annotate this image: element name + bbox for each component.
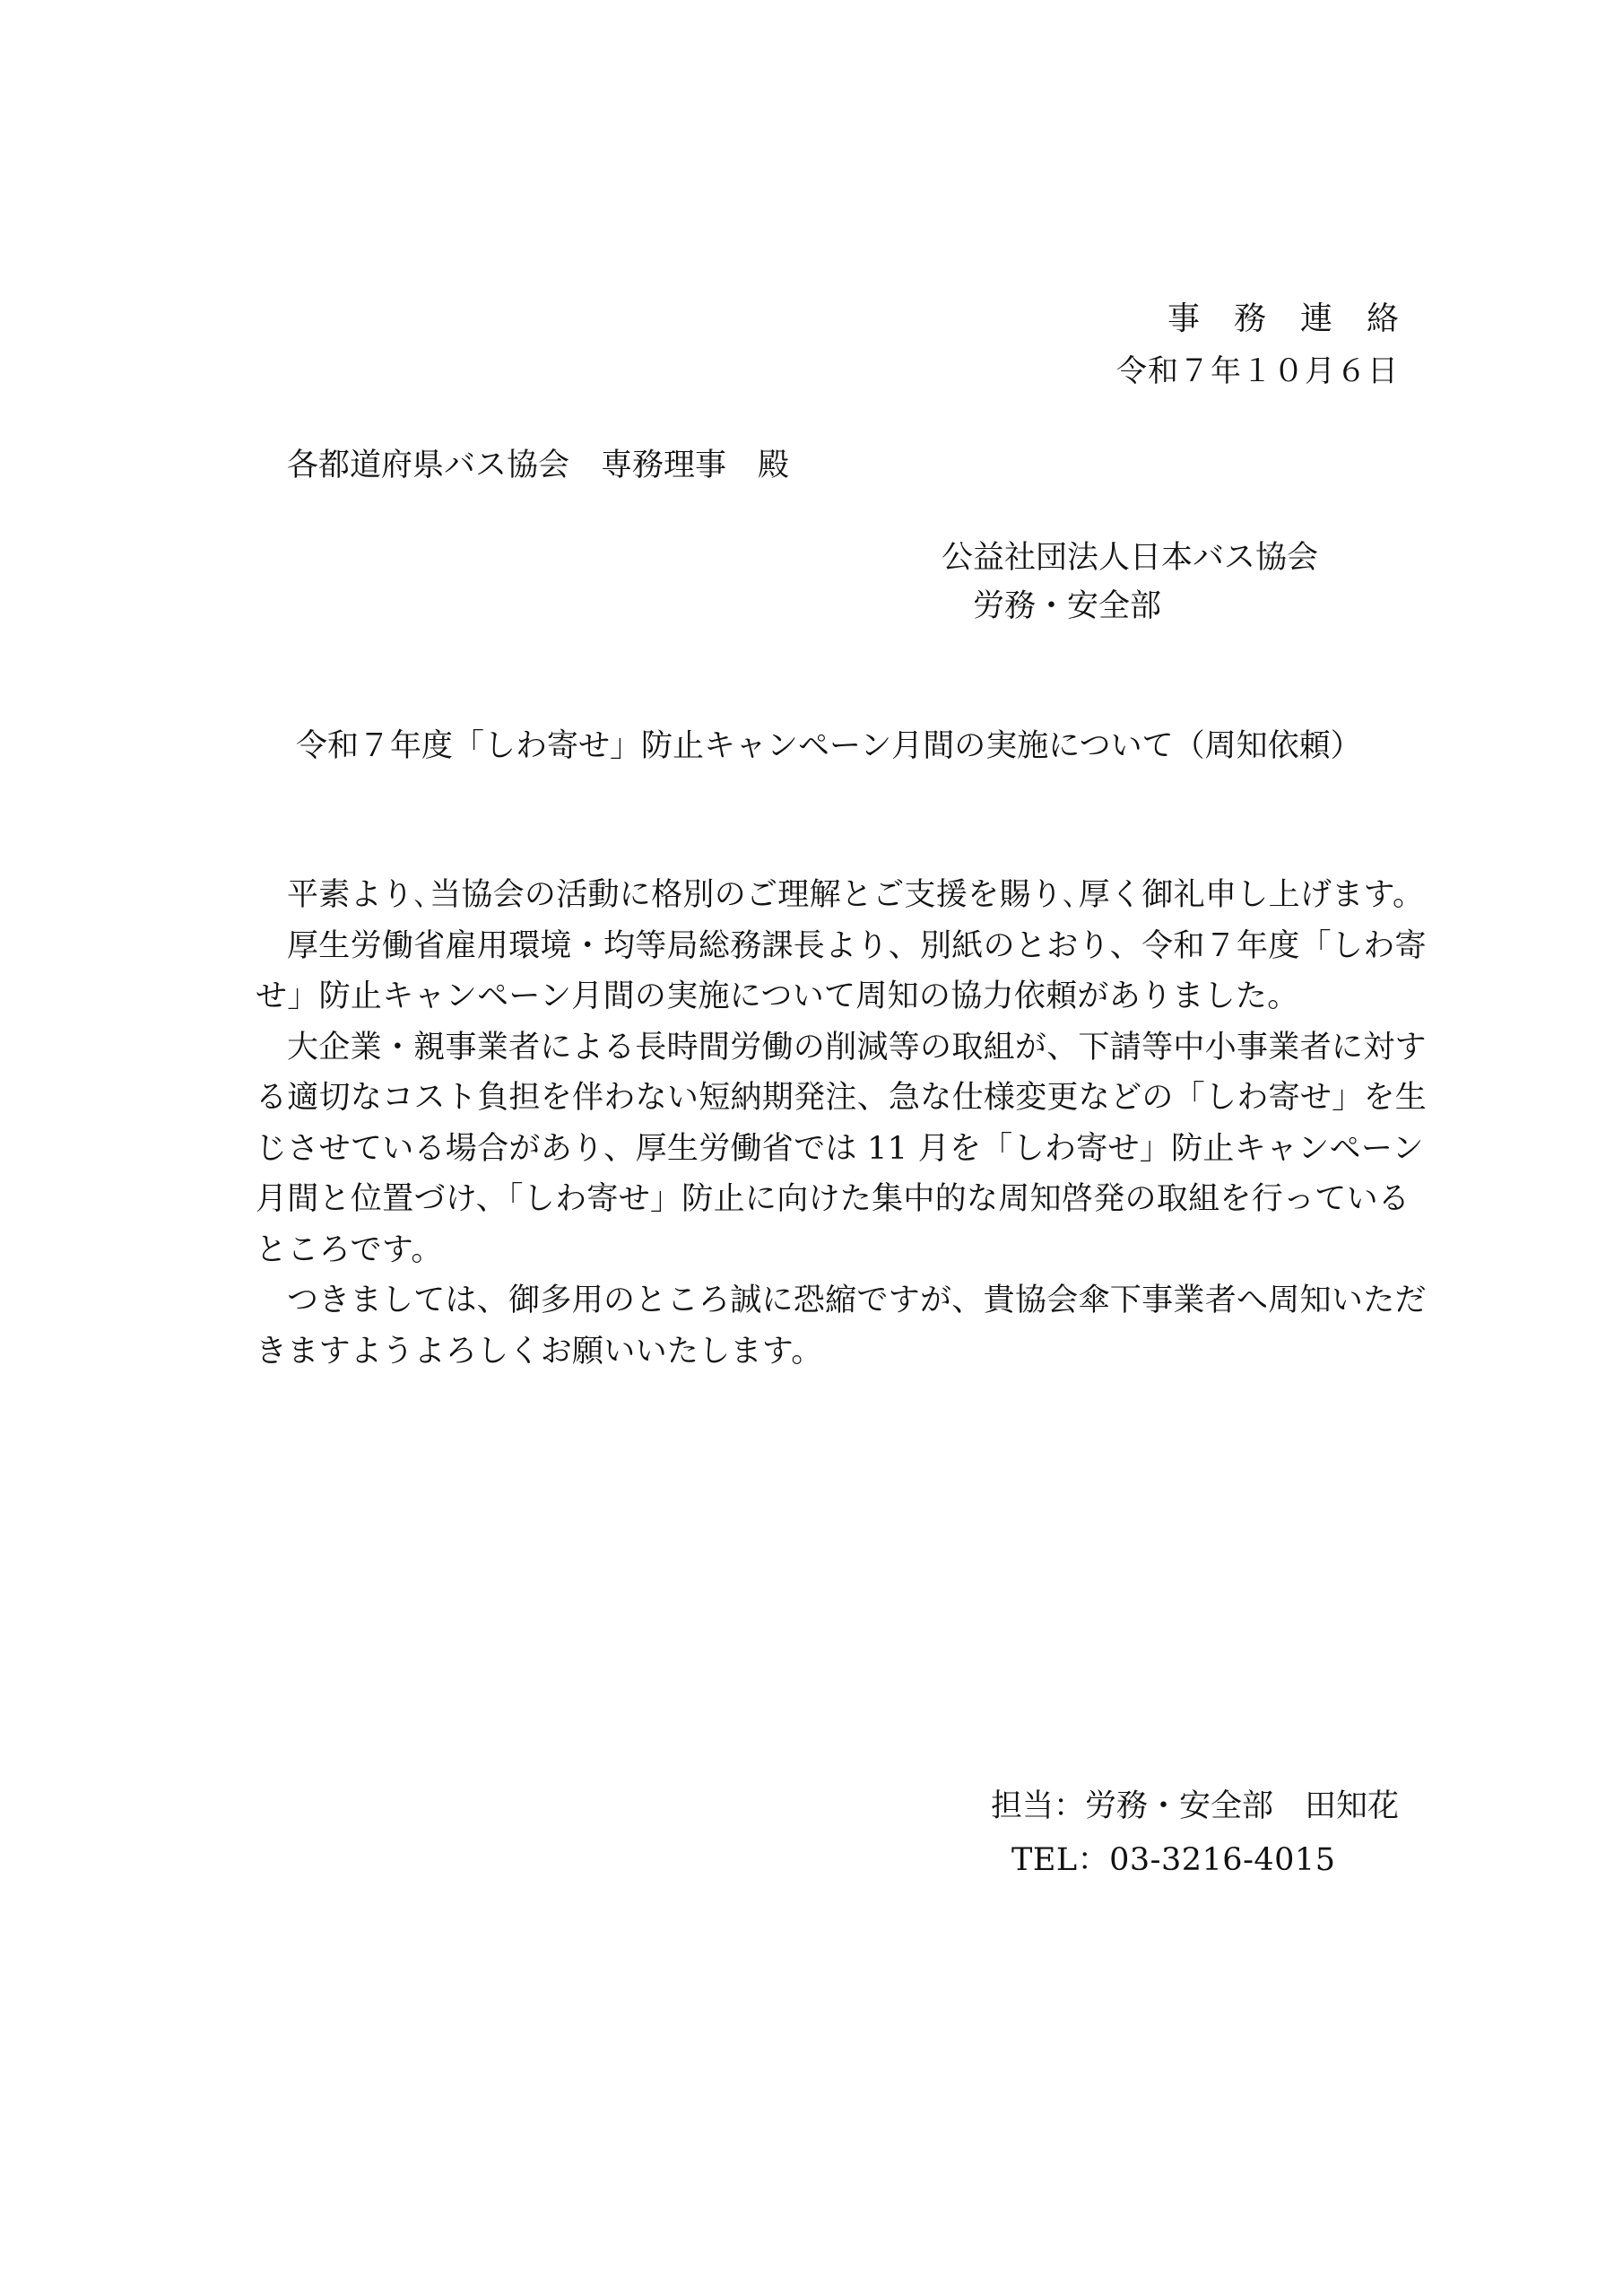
- document-title: 令和７年度「しわ寄せ」防止キャンペーン月間の実施について（周知依頼）: [296, 728, 1362, 764]
- body-line: じさせている場合があり、厚生労働省では 11 月を「しわ寄せ」防止キャンペーン: [256, 1130, 1424, 1167]
- contact-telephone: TEL：03-3216-4015: [1011, 1842, 1336, 1878]
- contact-person: 担当：労務・安全部 田知花: [990, 1788, 1399, 1824]
- sender-organization: 公益社団法人日本バス協会: [942, 540, 1319, 576]
- recipient-line: 各都道府県バス協会 専務理事 殿: [287, 448, 790, 483]
- body-line: つきましては、御多用のところ誠に恐縮ですが、貴協会傘下事業者へ周知いただ: [287, 1283, 1427, 1318]
- body-line: 厚生労働省雇用環境・均等局総務課長より、別紙のとおり、令和７年度「しわ寄: [287, 927, 1427, 964]
- body-line: 月間と位置づけ、「しわ寄せ」防止に向けた集中的な周知啓発の取組を行っている: [256, 1181, 1410, 1217]
- document-date: 令和７年１０月６日: [1116, 353, 1399, 389]
- sender-department: 労務・安全部: [973, 588, 1162, 624]
- body-line: せ」防止キャンペーン月間の実施について周知の協力依頼がありました。: [256, 978, 1299, 1014]
- body-text: [256, 870, 1428, 1377]
- notice-type-label: 事務連絡: [1167, 300, 1433, 337]
- body-line: 大企業・親事業者による長時間労働の削減等の取組が、下請等中小事業者に対す: [287, 1029, 1427, 1065]
- body-line: きますようよろしくお願いいたします。: [256, 1333, 823, 1370]
- body-line: ところです。: [256, 1231, 443, 1268]
- body-line: る適切なコスト負担を伴わない短納期発注、急な仕様変更などの「しわ寄せ」を生: [256, 1080, 1428, 1116]
- body-line: 平素より､当協会の活動に格別のご理解とご支援を賜り､厚く御礼申し上げます。: [287, 877, 1425, 913]
